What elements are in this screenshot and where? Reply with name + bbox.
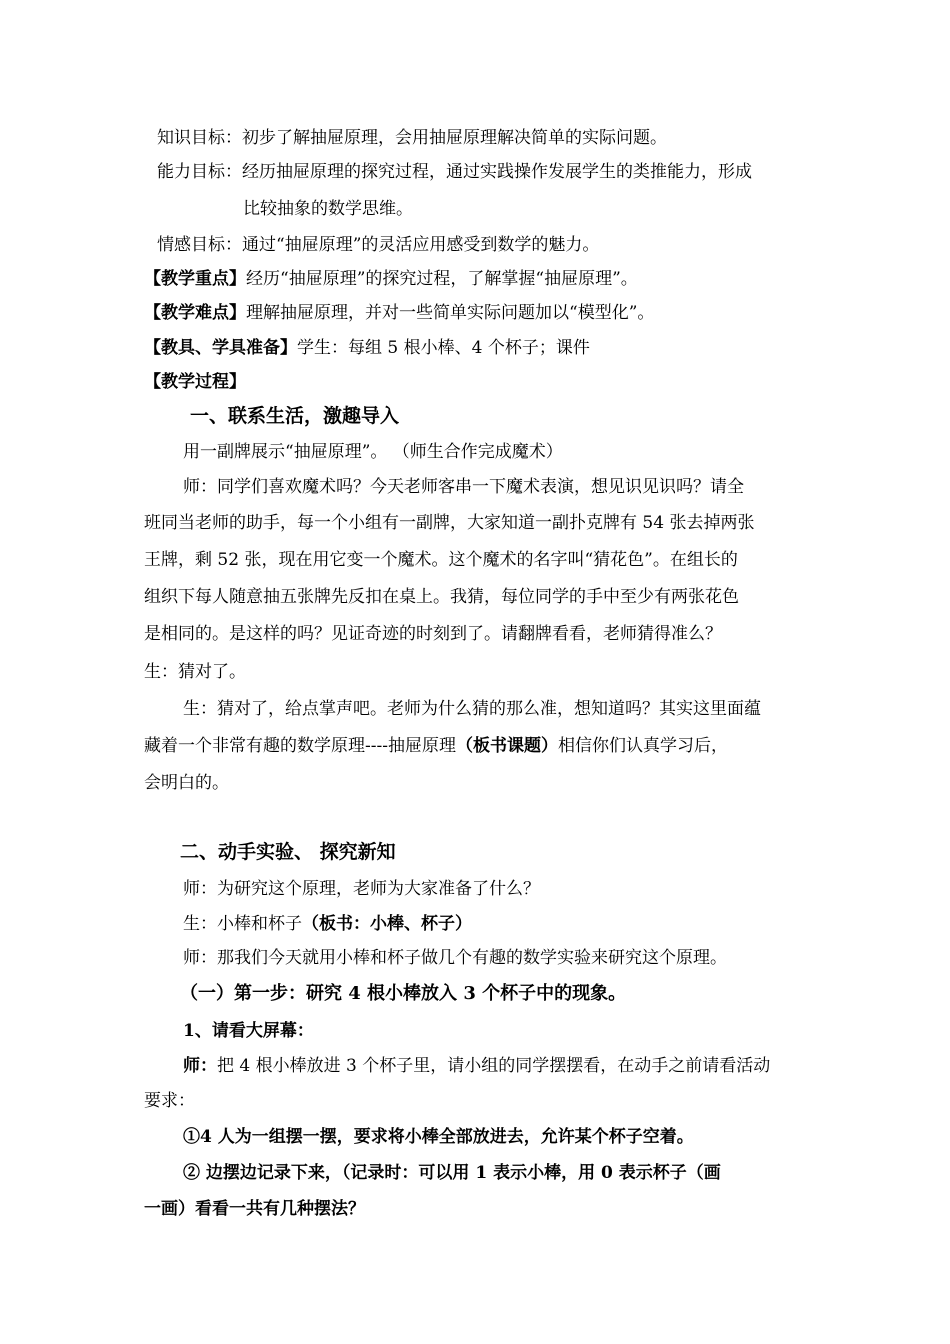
- student-line-4: 会明白的。: [144, 773, 229, 793]
- student-line-3-text: 藏着一个非常有趣的数学原理----抽屉原理: [144, 736, 456, 756]
- teacher-question-2: 师：那我们今天就用小棒和杯子做几个有趣的数学实验来研究这个原理。: [183, 948, 727, 968]
- key-point-text: 经历“抽屉原理”的探究过程，了解掌握“抽屉原理”。: [246, 269, 638, 289]
- student-line-2: 生：猜对了，给点掌声吧。老师为什么猜的那么准，想知道吗？其实这里面蕴: [183, 699, 761, 719]
- ability-objective: 能力目标：经历抽屉原理的探究过程，通过实践操作发展学生的类推能力，形成: [157, 162, 752, 182]
- board-note-materials: （板书：小棒、杯子）: [302, 914, 472, 934]
- section1-intro: 用一副牌展示“抽屉原理”。 （师生合作完成魔术）: [183, 442, 563, 462]
- key-point: [144, 267, 638, 291]
- step1-heading: （一）第一步：研究 4 根小棒放入 3 个杯子中的现象。: [180, 983, 627, 1004]
- teacher-question-1: 师：为研究这个原理，老师为大家准备了什么？: [183, 879, 540, 899]
- materials-text: 学生：每组 5 根小棒、4 个杯子；课件: [297, 338, 590, 358]
- teacher-instruction-1: [183, 1054, 770, 1078]
- teacher-instruction-text: 把 4 根小棒放进 3 个杯子里，请小组的同学摆摆看，在动手之前请看活动: [217, 1056, 771, 1076]
- teacher-line-2: 班同当老师的助手，每一个小组有一副牌，大家知道一副扑克牌有 54 张去掉两张: [144, 513, 755, 533]
- process-label: 【教学过程】: [144, 372, 246, 392]
- ability-objective-continued: 比较抽象的数学思维。: [243, 199, 413, 219]
- requirement-2: ② 边摆边记录下来，（记录时：可以用 1 表示小棒，用 0 表示杯子（画: [183, 1163, 721, 1183]
- difficulty-text: 理解抽屉原理，并对一些简单实际问题加以“模型化”。: [246, 303, 655, 323]
- requirement-2-continued: 一画）看看一共有几种摆法？: [144, 1199, 365, 1219]
- teacher-instruction-2: 要求：: [144, 1091, 195, 1111]
- board-note-topic: （板书课题）: [455, 736, 558, 756]
- step1-subheading: 1、请看大屏幕：: [183, 1021, 314, 1041]
- student-line-1: 生：猜对了。: [144, 662, 246, 682]
- teacher-line-1: 师：同学们喜欢魔术吗？今天老师客串一下魔术表演，想见识见识吗？请全: [183, 477, 744, 497]
- requirement-1: ①4 人为一组摆一摆，要求将小棒全部放进去，允许某个杯子空着。: [183, 1127, 694, 1147]
- materials-label: 【教具、学具准备】: [144, 338, 297, 358]
- student-line-3-end: 相信你们认真学习后，: [557, 736, 728, 756]
- teacher-line-4: 组织下每人随意抽五张牌先反扣在桌上。我猜，每位同学的手中至少有两张花色: [144, 587, 739, 607]
- student-answer-1-text: 生：小棒和杯子: [183, 914, 302, 934]
- knowledge-objective: 知识目标：初步了解抽屉原理，会用抽屉原理解决简单的实际问题。: [157, 128, 667, 148]
- materials: [144, 336, 590, 360]
- difficulty-label: 【教学难点】: [144, 303, 246, 323]
- difficulty: [144, 301, 654, 325]
- emotion-objective: 情感目标：通过“抽屉原理”的灵活应用感受到数学的魅力。: [157, 235, 600, 255]
- student-answer-1: [183, 912, 472, 936]
- section1-heading: 一、联系生活，激趣导入: [190, 405, 400, 427]
- teacher-instruction-label: 师：: [183, 1056, 217, 1076]
- teacher-line-5: 是相同的。是这样的吗？见证奇迹的时刻到了。请翻牌看看，老师猜得准么？: [144, 624, 722, 644]
- teacher-line-3: 王牌，剩 52 张，现在用它变一个魔术。这个魔术的名字叫“猜花色”。在组长的: [144, 550, 738, 570]
- section2-heading: 二、动手实验、 探究新知: [180, 841, 396, 863]
- student-line-3: [144, 734, 728, 758]
- key-point-label: 【教学重点】: [144, 269, 246, 289]
